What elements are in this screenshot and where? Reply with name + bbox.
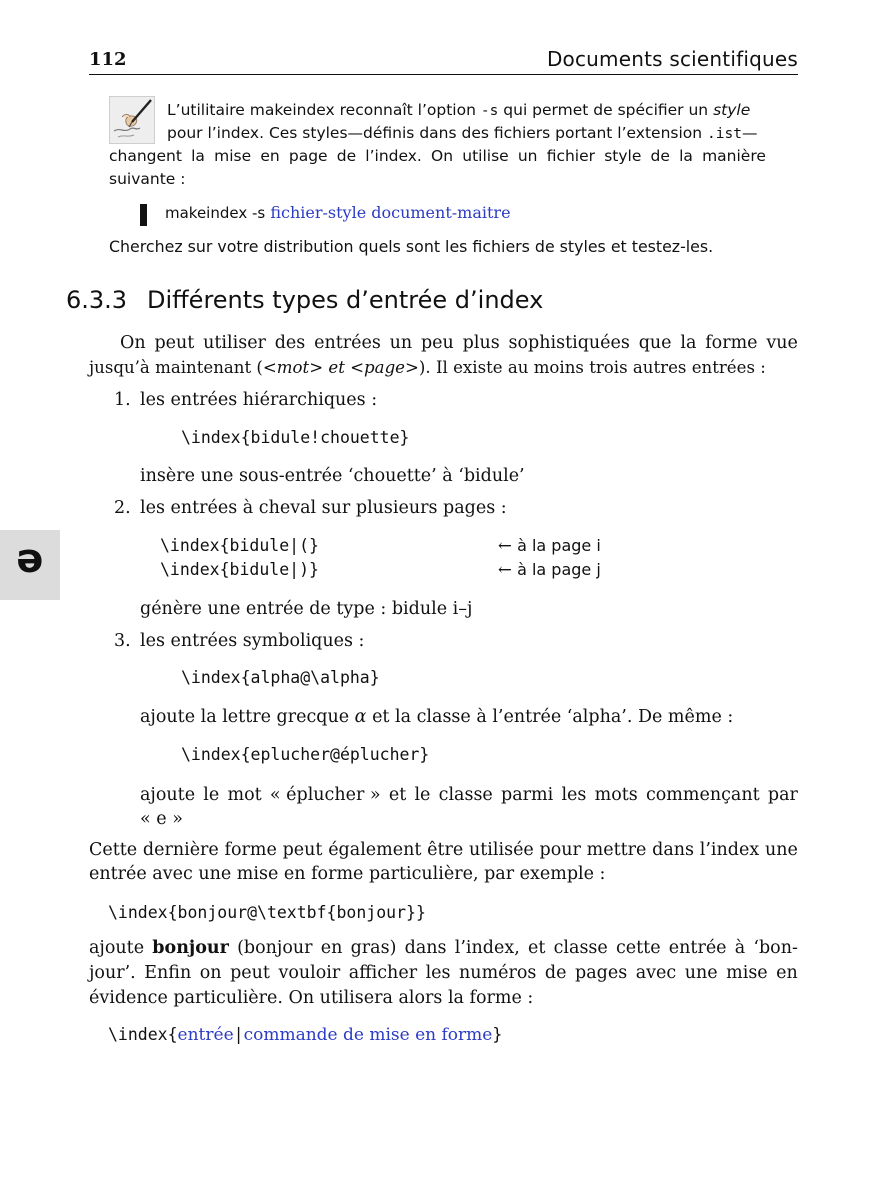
code-example: \index{bonjour@\textbf{bonjour}} [108, 903, 426, 922]
annotation-text: à la page i [517, 536, 601, 555]
word: dans [404, 938, 447, 958]
word: les [425, 963, 451, 983]
para3-line-3: évidence particulière. On utilisera alors la forme : [89, 988, 534, 1008]
command-line [165, 203, 511, 222]
word: ‘bon- [753, 938, 798, 958]
word: un [389, 333, 413, 353]
word: le [203, 785, 220, 805]
chapter-thumb-tab [0, 530, 60, 600]
mot-page-placeholder: <mot> et <page> [262, 358, 419, 377]
para2-line-2: entrée avec une mise en forme particulière, par exemple : [89, 864, 606, 884]
word: une [764, 840, 798, 860]
word: (bonjour [237, 938, 313, 958]
word: l’index, [454, 938, 520, 958]
word: numéros [459, 963, 537, 983]
running-title: Documents scientifiques [546, 47, 798, 71]
text: et la classe à l’entrée ‘alpha’. De même : [372, 707, 734, 727]
word: en [260, 147, 280, 165]
item-number: 2. [114, 498, 131, 518]
code-example: \index{bidule|(} [160, 536, 319, 555]
word: on [199, 963, 222, 983]
note-text: pour l’index. Ces styles—définis dans des fichiers portant l’extension [167, 124, 703, 142]
word: plus [462, 333, 500, 353]
item-number: 3. [114, 631, 131, 651]
word: en [320, 938, 343, 958]
word: Enfin [144, 963, 192, 983]
note-emphasis: style [713, 101, 751, 119]
para3-line-1 [89, 938, 798, 958]
word: classe [553, 938, 608, 958]
note-text: — [741, 124, 758, 142]
text: ajoute la lettre grecque [140, 707, 350, 727]
word: être [427, 840, 464, 860]
word: mettre [586, 840, 647, 860]
item-note [140, 785, 798, 805]
extension-code: .ist [707, 126, 742, 142]
word: page [288, 147, 328, 165]
item-number: 1. [114, 390, 131, 410]
word: jour’. [89, 963, 136, 983]
word: changent [109, 147, 182, 165]
word: un [517, 147, 538, 165]
text: jusqu’à maintenant ( [89, 358, 263, 377]
word: la [191, 147, 205, 165]
word: parmi [501, 785, 554, 805]
code-suffix: } [492, 1025, 503, 1044]
left-arrow-icon: ← [498, 536, 512, 555]
word: également [328, 840, 422, 860]
word: dans [652, 840, 695, 860]
word: forme [224, 840, 277, 860]
code-example: \index{bidule!chouette} [181, 428, 410, 447]
word: utilise [462, 147, 509, 165]
word: mise [214, 147, 252, 165]
para3-line-2 [89, 963, 798, 983]
word: avec [635, 963, 677, 983]
word: commençant [645, 785, 760, 805]
word: à [734, 938, 746, 958]
command-name: makeindex -s [165, 204, 266, 222]
item-label: les entrées hiérarchiques : [140, 390, 378, 410]
word: entrées [314, 333, 381, 353]
word: utiliser [203, 333, 266, 353]
word: classe [438, 785, 493, 805]
word: ajoute [89, 938, 145, 958]
word: des [274, 333, 306, 353]
running-header [89, 46, 798, 75]
code-prefix: \index{ [108, 1025, 178, 1044]
code-example: \index{alpha@\alpha} [181, 668, 380, 687]
item-note: génère une entrée de type : bidule i–j [140, 599, 473, 619]
item-note: insère une sous-entrée ‘chouette’ à ‘bidule’ [140, 466, 525, 486]
word: On [431, 147, 454, 165]
word: en [776, 963, 798, 983]
alpha-symbol: α [354, 707, 367, 727]
word: peut [282, 840, 323, 860]
word: par [767, 785, 798, 805]
word: afficher [348, 963, 418, 983]
word: mise [726, 963, 768, 983]
word: la [680, 333, 697, 353]
code-bar-marker [140, 204, 147, 226]
pen-writing-icon [109, 96, 155, 144]
word: forme [705, 333, 758, 353]
section-heading [66, 286, 543, 314]
item-note [140, 707, 733, 727]
note-text: qui permet de spécifier un [503, 101, 709, 119]
word: peut [154, 333, 195, 353]
word: sophistiquées [508, 333, 630, 353]
word: vouloir [278, 963, 341, 983]
note-text: L’utilitaire makeindex reconnaît l’option [167, 101, 476, 119]
word: On [120, 333, 146, 353]
code-argument: entrée [177, 1025, 234, 1045]
word: vue [766, 333, 798, 353]
intro-line-2 [89, 358, 798, 377]
schwa-glyph: ə [16, 536, 44, 582]
note-line-4: suivante : [109, 170, 186, 188]
word: le [414, 785, 431, 805]
word: manière [702, 147, 766, 165]
command-arguments: fichier-style document-maitre [270, 203, 511, 222]
final-code-line [108, 1025, 502, 1045]
word: une [684, 963, 718, 983]
section-title: Différents types d’entrée d’index [147, 286, 544, 314]
word: l’index. [365, 147, 422, 165]
annotation-text: à la page j [517, 560, 601, 579]
left-arrow-icon: ← [498, 560, 512, 579]
word: mot [227, 785, 262, 805]
word: fichier [546, 147, 596, 165]
word: et [388, 785, 407, 805]
note-line-3 [109, 147, 766, 165]
word: gras) [350, 938, 397, 958]
word: peu [420, 333, 454, 353]
word: et [528, 938, 546, 958]
word: cette [615, 938, 661, 958]
word: la [679, 147, 693, 165]
code-example: \index{bidule|)} [160, 560, 319, 579]
word: dernière [142, 840, 219, 860]
intro-line-1 [89, 333, 798, 353]
word: que [638, 333, 672, 353]
arrow-annotation [498, 536, 601, 555]
text: ). Il existe au moins trois autres entrées : [418, 358, 766, 377]
word: les [561, 785, 587, 805]
word: mots [594, 785, 638, 805]
check-line: Cherchez sur votre distribution quels sont les fichiers de styles et testez-les. [109, 237, 714, 256]
word: de [336, 147, 357, 165]
word: de [544, 963, 567, 983]
bold-word: bonjour [152, 938, 229, 958]
section-number: 6.3.3 [66, 286, 128, 314]
page-number: 112 [89, 49, 127, 70]
code-example: \index{eplucher@éplucher} [181, 745, 430, 764]
option-code: -s [480, 103, 499, 119]
word: pour [539, 840, 581, 860]
item-note: « e » [140, 809, 183, 829]
word: style [604, 147, 642, 165]
word: Cette [89, 840, 138, 860]
word: peut [230, 963, 270, 983]
word: « éplucher » [269, 785, 381, 805]
arrow-annotation [498, 560, 601, 579]
word: ajoute [140, 785, 196, 805]
para2-line-1 [89, 840, 798, 860]
word: de [650, 147, 670, 165]
item-label: les entrées symboliques : [140, 631, 365, 651]
note-line-2 [167, 124, 757, 142]
code-separator: | [233, 1025, 244, 1044]
word: entrée [668, 938, 727, 958]
item-label: les entrées à cheval sur plusieurs pages : [140, 498, 507, 518]
word: utilisée [469, 840, 534, 860]
code-argument: commande de mise en forme [243, 1025, 493, 1045]
note-line-1 [167, 101, 750, 119]
word: pages [575, 963, 628, 983]
word: l’index [699, 840, 760, 860]
